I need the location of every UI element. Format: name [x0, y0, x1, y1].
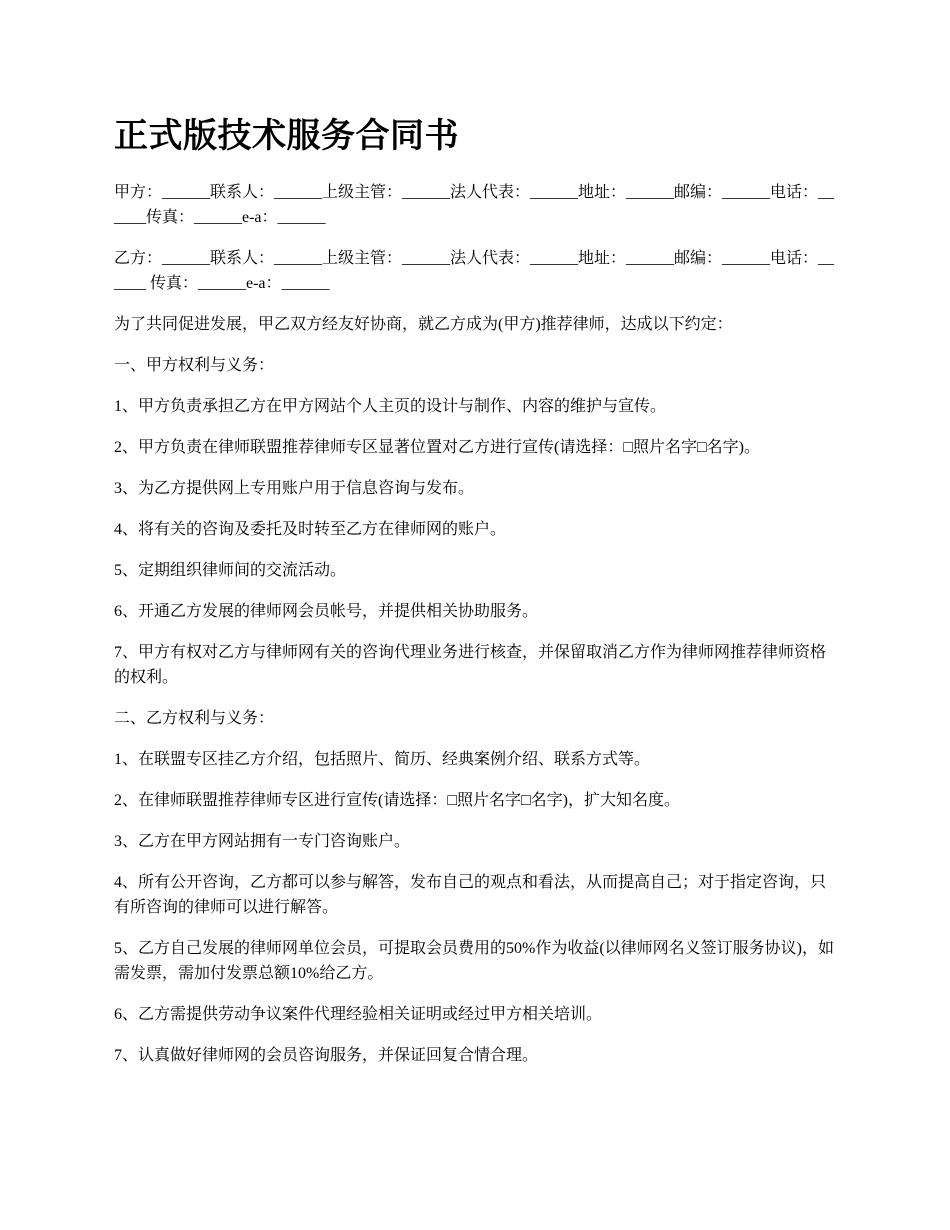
clause-a-3: 3、为乙方提供网上专用账户用于信息咨询与发布。: [114, 480, 475, 497]
clause-b-2: 2、在律师联盟推荐律师专区进行宣传(请选择：□照片名字□名字)，扩大知名度。: [114, 792, 680, 809]
clause-a-4: 4、将有关的咨询及委托及时转至乙方在律师网的账户。: [114, 521, 507, 538]
section-heading-party-a: 一、甲方权利与义务：: [114, 357, 275, 374]
party-a-info: 甲方：______联系人：______上级主管：______法人代表：______地址：______邮编：______电话：______传真：______e-a：______: [114, 184, 835, 226]
clause-b-7: 7、认真做好律师网的会员咨询服务，并保证回复合情合理。: [114, 1047, 539, 1064]
document-page: [114, 112, 838, 1084]
clause-a-2: 2、甲方负责在律师联盟推荐律师专区显著位置对乙方进行宣传(请选择：□照片名字□名字)。: [114, 439, 760, 456]
clause-b-1: 1、在联盟专区挂乙方介绍，包括照片、简历、经典案例介绍、联系方式等。: [114, 751, 651, 768]
clause-b-3: 3、乙方在甲方网站拥有一专门咨询账户。: [114, 833, 411, 850]
clause-a-7: 7、甲方有权对乙方与律师网有关的咨询代理业务进行核查，并保留取消乙方作为律师网推荐律师资格的权利。: [114, 644, 827, 686]
clause-b-5: 5、乙方自己发展的律师网单位会员，可提取会员费用的50%作为收益(以律师网名义签订服务协议)，如需发票，需加付发票总额10%给乙方。: [114, 940, 834, 982]
document-title: 正式版技术服务合同书: [114, 116, 459, 156]
clause-a-6: 6、开通乙方发展的律师网会员帐号，并提供相关协助服务。: [114, 603, 539, 620]
preamble: 为了共同促进发展，甲乙双方经友好协商，就乙方成为(甲方)推荐律师，达成以下约定：: [114, 316, 733, 333]
clause-a-1: 1、甲方负责承担乙方在甲方网站个人主页的设计与制作、内容的维护与宣传。: [114, 398, 667, 415]
clause-a-5: 5、定期组织律师间的交流活动。: [114, 562, 347, 579]
party-b-info: 乙方：______联系人：______上级主管：______法人代表：______地址：______邮编：______电话：______ 传真：______e-a：______: [114, 250, 835, 292]
clause-b-6: 6、乙方需提供劳动争议案件代理经验相关证明或经过甲方相关培训。: [114, 1006, 603, 1023]
section-heading-party-b: 二、乙方权利与义务：: [114, 710, 275, 727]
clause-b-4: 4、所有公开咨询，乙方都可以参与解答，发布自己的观点和看法，从而提高自己；对于指定咨询，只有所咨询的律师可以进行解答。: [114, 874, 827, 916]
